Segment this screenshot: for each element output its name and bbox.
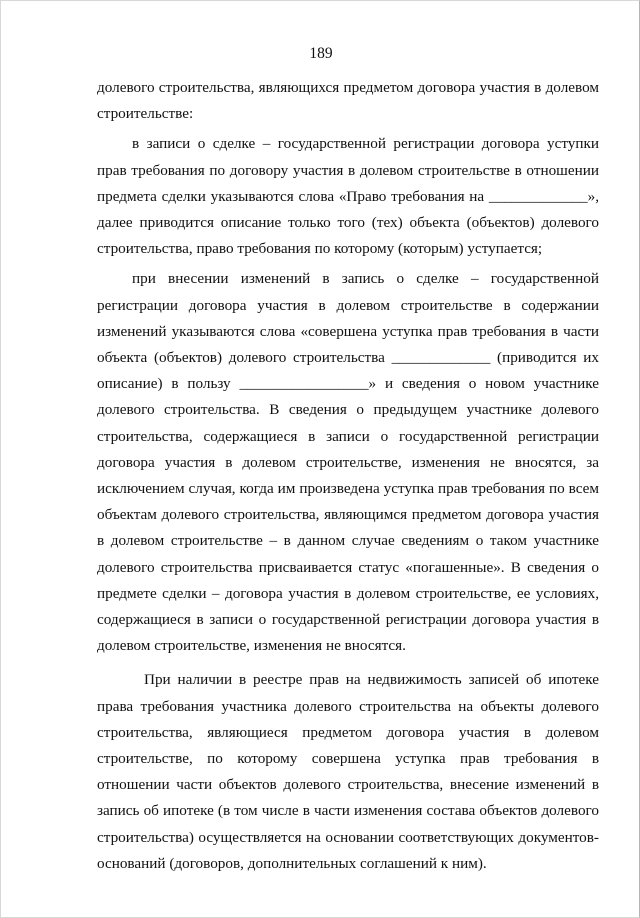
paragraph-record-changes: при внесении изменений в запись о сделке – государственной регистрации договора участия в долевом строительстве в содержании изменений указываются слова «совершена уступка прав требования в части объекта (объектов) долевого строительства _____________ (приводится их описание) в пользу _________________» и сведения о новом участнике долевого строительства. В сведения о предыдущем участнике долевого строительства, содержащиеся в записи о государственной регистрации договора участия в долевом строительстве, изменения не вносятся, за исключением случая, когда им произведена уступка прав требования по всем объектам долевого строительства, являющимся предметом договора участия в долевом строительстве – в данном случае сведениям о таком участнике долевого строительства присваивается статус «погашенные». В сведения о предмете сделки – договора участия в долевом строительстве, ее условиях, содержащиеся в записи о государственной регистрации договора участия в долевом строительстве, изменения не вносятся. [97,270,599,655]
paragraph-continuation: долевого строительства, являющихся предметом договора участия в долевом строительстве: [97,79,599,123]
page-number: 189 [309,45,333,62]
paragraph-mortgage-records: При наличии в реестре прав на недвижимость записей об ипотеке права требования участника долевого строительства на объекты долевого строительства, являющиеся предметом договора участия в долевом строительстве, по которому совершена уступка прав требования в отношении части объектов долевого строительства, внесение изменений в запись об ипотеке (в том числе в части изменения состава объектов долевого строительства) осуществляется на основании соответствующих документов-оснований (договоров, дополнительных соглашений к ним). [97,671,599,872]
paragraph-transaction-record: в записи о сделке – государственной регистрации договора уступки прав требования по договору участия в долевом строительстве в отношении предмета сделки указываются слова «Право требования на _____________», далее приводится описание только того (тех) объекта (объектов) долевого строительства, право требования по которому (которым) уступается; [97,135,599,258]
document-body [97,75,599,877]
